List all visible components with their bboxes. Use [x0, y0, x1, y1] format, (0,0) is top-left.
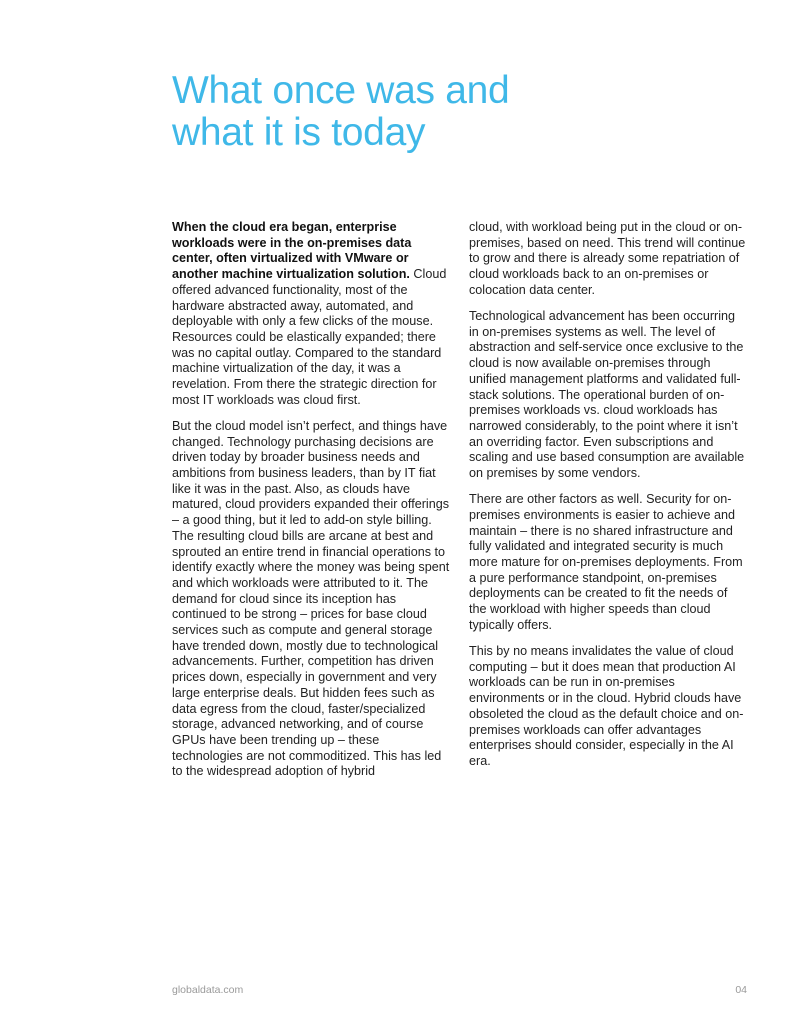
left-column	[172, 220, 450, 791]
intro-body-text: Cloud offered advanced functionality, most of the hardware abstracted away, automated, and deployable with only a few clicks of the mouse. Resources could be elastically expanded; there was no capital outlay. Compared to the standard machine virtualization of the day, it was a revelation. From there the strategic direction for most IT workloads was cloud first.	[172, 267, 447, 407]
hybrid-cloud-paragraph: cloud, with workload being put in the cloud or on-premises, based on need. This trend will continue to grow and there is already some repatriation of cloud workloads back to an on-premises or colocation data center.	[469, 220, 746, 297]
footer-site-link[interactable]: globaldata.com	[172, 984, 244, 996]
intro-lead-text: When the cloud era began, enterprise workloads were in the on-premises data center, often virtualized with VMware or another machine virtualization solution.	[172, 220, 412, 282]
tech-advancement-paragraph: Technological advancement has been occurring in on-premises systems as well. The level of abstraction and self-service once exclusive to the cloud is now available on-premises through unified management platforms and validated full-stack solutions. The operational burden of on-premises workloads vs. cloud workloads has narrowed considerably, to the point where it isn’t an overriding factor. Even subscriptions and scaling and use based consumption are available on premises by some vendors.	[469, 309, 745, 481]
cloud-model-paragraph: But the cloud model isn’t perfect, and things have changed. Technology purchasing decisions are driven today by broader business needs and ambitions from business leaders, than by IT fiat like it was in the past. Also, as clouds have matured, cloud providers expanded their offerings – a good thing, but it led to add-on style billing. The resulting cloud bills are arcane at best and sprouted an entire trend in financial operations to identify exactly where the money was being spent and which workloads were attributed to it. The demand for cloud since its inception has continued to be strong – prices for base cloud services such as compute and general storage have trended down, mostly due to technological advancements. Further, competition has driven prices down, especially in government and very large enterprise deals. But hidden fees such as data egress from the cloud, faster/specialized storage, advanced networking, and of course GPUs have been trending up – these technologies are not commoditized. This has led to the widespread adoption of hybrid	[172, 418, 450, 779]
page-title	[172, 70, 632, 154]
right-column	[469, 220, 747, 780]
page-title-line-1: What once was and	[172, 69, 510, 112]
page-number: 04	[735, 984, 747, 996]
other-factors-paragraph: There are other factors as well. Security for on-premises environments is easier to achieve and maintain – there is no shared infrastructure and fully validated and integrated security is much more mature for on-premises deployments. From a pure performance standpoint, on-premises deployments can be created to fit the needs of the workload with higher speeds than cloud typically offers.	[469, 492, 743, 632]
intro-paragraph	[172, 220, 450, 408]
conclusion-paragraph: This by no means invalidates the value of cloud computing – but it does mean that production AI workloads can be run in on-premises environments or in the cloud. Hybrid clouds have obsoleted the cloud as the default choice and on-premises workloads can offer advantages enterprises should consider, especially in the AI era.	[469, 644, 744, 768]
page-title-line-2: what it is today	[172, 111, 426, 154]
